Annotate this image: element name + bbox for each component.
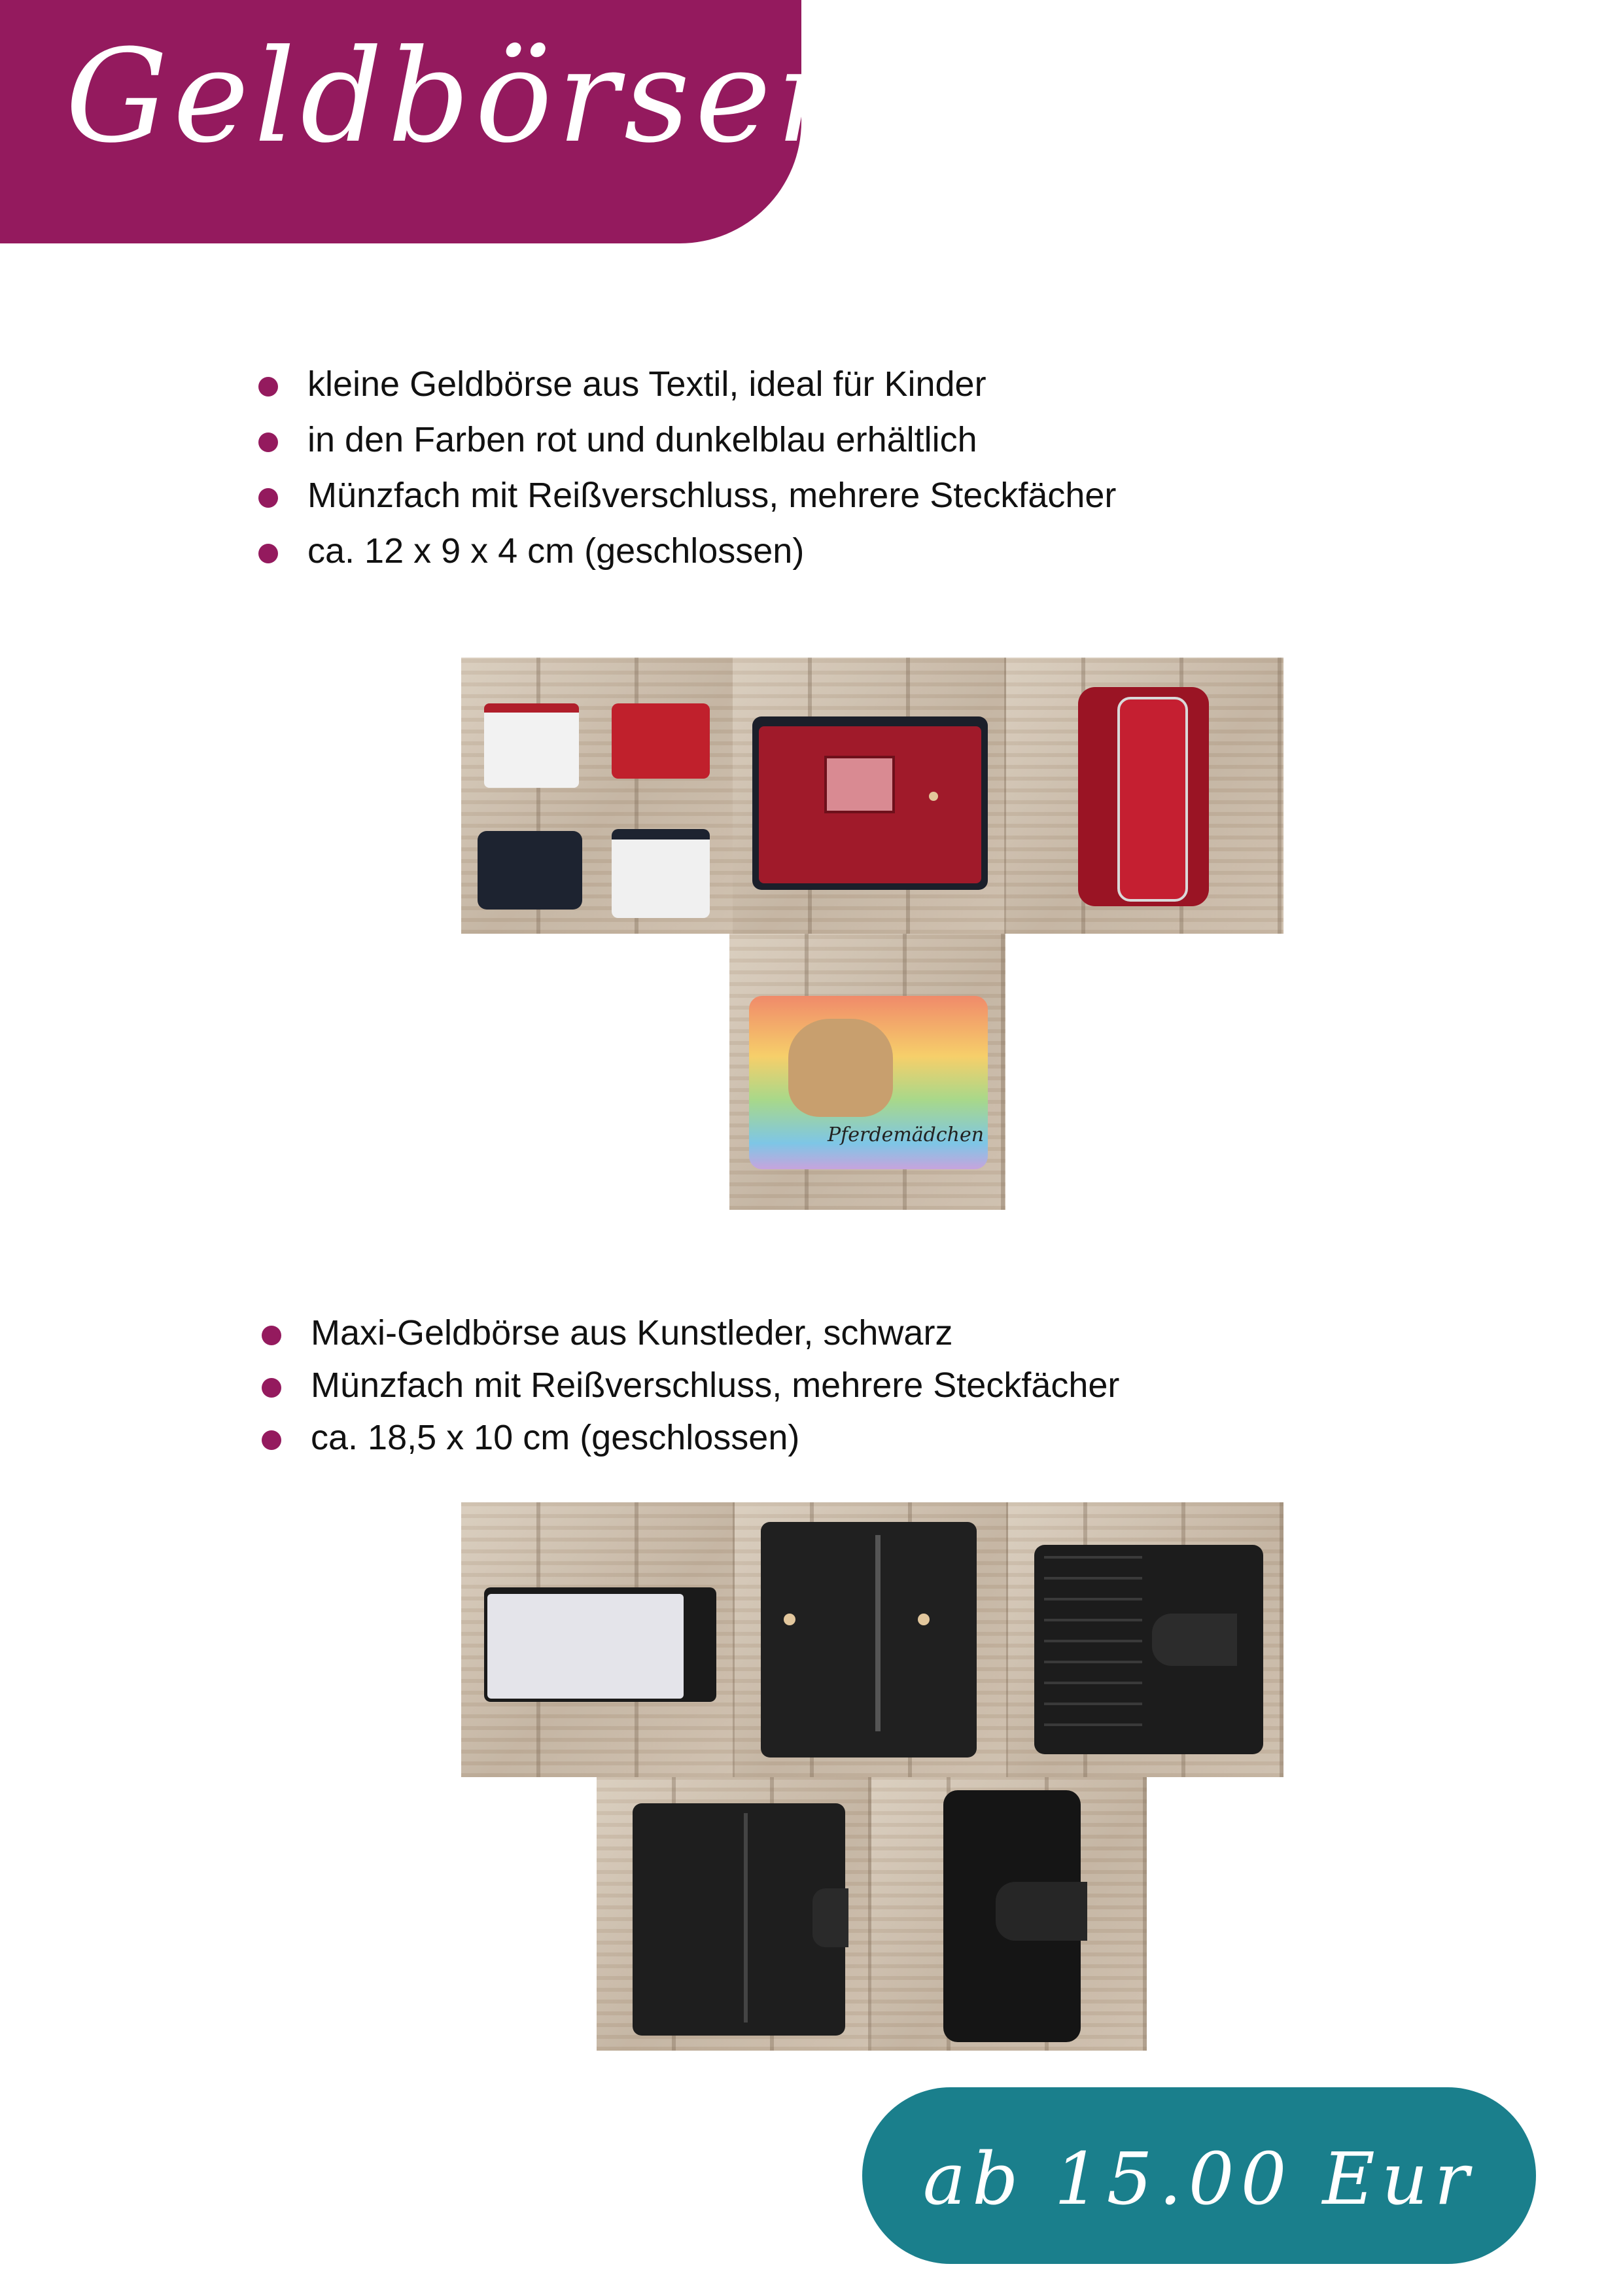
photo-maxi-wallet-open-coin xyxy=(735,1502,1008,1777)
bullet-dot-icon xyxy=(262,1430,281,1450)
list-item xyxy=(262,1368,1119,1420)
list-item xyxy=(258,533,1116,589)
list-item xyxy=(258,366,1116,422)
photo-small-wallet-printed xyxy=(729,934,1005,1210)
maxi-wallet-features xyxy=(262,1315,1119,1472)
photo-maxi-wallet-closed xyxy=(461,1502,735,1777)
list-item-text: Münzfach mit Reißverschluss, mehrere Steckfächer xyxy=(307,476,1117,515)
bullet-dot-icon xyxy=(262,1326,281,1345)
photo-maxi-wallet-card-slots xyxy=(1008,1502,1283,1777)
list-item-text: kleine Geldbörse aus Textil, ideal für Kinder xyxy=(307,364,986,404)
price-badge xyxy=(862,2087,1536,2264)
small-wallet-features xyxy=(258,366,1116,589)
bullet-dot-icon xyxy=(258,544,278,563)
list-item-text: Maxi-Geldbörse aus Kunstleder, schwarz xyxy=(311,1313,953,1352)
list-item-text: ca. 12 x 9 x 4 cm (geschlossen) xyxy=(307,531,805,571)
list-item-text: ca. 18,5 x 10 cm (geschlossen) xyxy=(311,1418,800,1457)
photo-caption: Pferdemädchen xyxy=(828,1123,985,1146)
bullet-dot-icon xyxy=(258,377,278,397)
list-item xyxy=(258,478,1116,533)
list-item xyxy=(262,1315,1119,1368)
photo-small-wallets-four xyxy=(461,658,733,934)
list-item xyxy=(258,422,1116,478)
bullet-dot-icon xyxy=(258,433,278,452)
page-title: Geldbörsen xyxy=(65,22,864,171)
title-banner xyxy=(0,0,864,243)
list-item-text: Münzfach mit Reißverschluss, mehrere Steckfächer xyxy=(311,1366,1120,1405)
photo-maxi-wallet-inside xyxy=(597,1777,871,2051)
list-item xyxy=(262,1420,1119,1472)
bullet-dot-icon xyxy=(262,1378,281,1398)
photo-small-wallet-open-red xyxy=(733,658,1006,934)
photo-maxi-wallet-strap xyxy=(871,1777,1147,2051)
photo-small-wallet-zip-open xyxy=(1006,658,1283,934)
price-label: ab 15.00 Eur xyxy=(922,2137,1476,2221)
bullet-dot-icon xyxy=(258,488,278,508)
list-item-text: in den Farben rot und dunkelblau erhältlich xyxy=(307,420,977,459)
